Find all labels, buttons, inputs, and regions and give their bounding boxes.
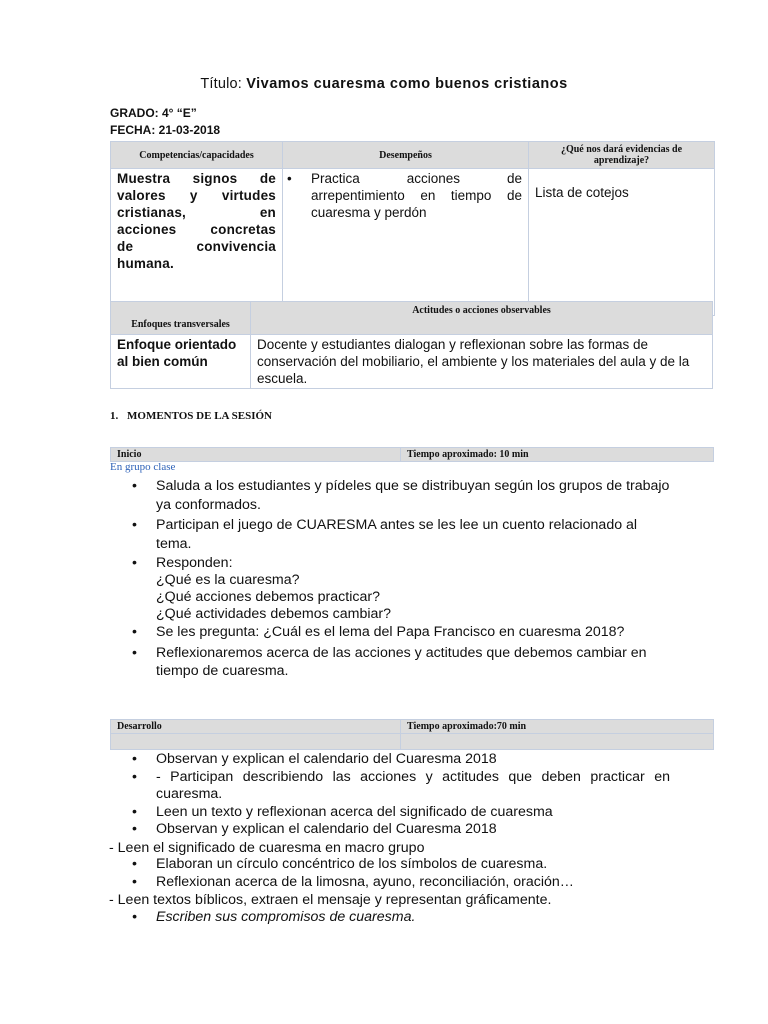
- list-item: • Reflexionaremos acerca de las acciones y actitudes que debemos cambiar en tiempo de cuaresma.: [110, 644, 670, 681]
- enfoques-table: [110, 301, 713, 389]
- grupo-clase-label: En grupo clase: [110, 461, 176, 473]
- desarrollo-list-1: [110, 751, 670, 839]
- list-item: • Reflexionan acerca de la limosna, ayuno, reconciliación, oración…: [110, 874, 670, 892]
- list-item: • Se les pregunta: ¿Cuál es el lema del Papa Francisco en cuaresma 2018?: [110, 623, 670, 642]
- section-title: MOMENTOS DE LA SESIÓN: [127, 410, 272, 422]
- competencias-table: [110, 141, 715, 316]
- desarrollo-list-2: [110, 856, 670, 891]
- competencia-line: de convivencia: [117, 239, 276, 254]
- header-desempenos: Desempeños: [283, 142, 529, 169]
- header-evidencias: ¿Qué nos dará evidencias de aprendizaje?: [529, 142, 715, 169]
- list-item: • Saluda a los estudiantes y pídeles que se distribuyan según los grupos de trabajo ya conformados.: [110, 477, 670, 514]
- empty-cell: [111, 734, 401, 750]
- list-item: • Escriben sus compromisos de cuaresma.: [110, 909, 670, 927]
- empty-cell: [401, 734, 714, 750]
- inicio-label: Inicio: [111, 448, 401, 462]
- competencia-line: acciones concretas: [117, 222, 276, 237]
- inicio-bar: [110, 447, 714, 462]
- list-item: • Elaboran un círculo concéntrico de los símbolos de cuaresma.: [110, 856, 670, 874]
- desempeno-cell: [283, 169, 529, 316]
- section-heading: [110, 410, 272, 422]
- evidencia-cell: Lista de cotejos: [529, 169, 715, 316]
- desempeno-text: Practica acciones de arrepentimiento en tiempo de cuaresma y perdón: [311, 171, 522, 220]
- desarrollo-time: Tiempo aproximado:70 min: [401, 720, 714, 734]
- section-number: 1.: [110, 410, 119, 422]
- desarrollo-list-3: [110, 909, 670, 927]
- question: ¿Qué actividades debemos cambiar?: [156, 606, 392, 622]
- question: ¿Qué es la cuaresma?: [156, 572, 300, 588]
- competencia-line: humana.: [117, 256, 174, 271]
- header-competencias: Competencias/capacidades: [111, 142, 283, 169]
- enfoque-cell: Enfoque orientado al bien común: [111, 335, 251, 389]
- header-enfoques: Enfoques transversales: [111, 302, 251, 335]
- grado-label: GRADO: 4° “E”: [110, 106, 197, 120]
- competencia-line: Muestra signos de: [117, 171, 276, 186]
- bullet-icon: •: [287, 171, 292, 186]
- list-item: • Observan y explican el calendario del Cuaresma 2018: [110, 821, 670, 839]
- desarrollo-bar: [110, 719, 714, 750]
- competencia-line: cristianas, en: [117, 205, 276, 220]
- inicio-list: [110, 477, 670, 681]
- header-actitudes: Actitudes o acciones observables: [251, 302, 713, 335]
- inicio-time: Tiempo aproximado: 10 min: [401, 448, 714, 462]
- competencia-cell: [111, 169, 283, 316]
- title-prefix: Título:: [200, 76, 247, 92]
- list-item: • Leen un texto y reflexionan acerca del significado de cuaresma: [110, 804, 670, 822]
- list-item: • Responden: ¿Qué es la cuaresma? ¿Qué acciones debemos practicar? ¿Qué actividades debemos cambiar?: [110, 555, 670, 623]
- document-title: [0, 76, 768, 92]
- macro-grupo-line: - Leen el significado de cuaresma en macro grupo: [109, 840, 425, 856]
- list-item: • Observan y explican el calendario del Cuaresma 2018: [110, 751, 670, 769]
- desarrollo-label: Desarrollo: [111, 720, 401, 734]
- list-item: • Participan el juego de CUARESMA antes se les lee un cuento relacionado al tema.: [110, 516, 670, 553]
- list-item: • - Participan describiendo las acciones y actitudes que deben practicar en cuaresma.: [110, 769, 670, 804]
- fecha-label: FECHA: 21-03-2018: [110, 123, 221, 137]
- competencia-line: valores y virtudes: [117, 188, 276, 203]
- actitudes-cell: Docente y estudiantes dialogan y reflexionan sobre las formas de conservación del mobiliario, el ambiente y los materiales del aula y de la escuela.: [251, 335, 713, 389]
- question: ¿Qué acciones debemos practicar?: [156, 589, 380, 605]
- textos-biblicos-line: - Leen textos bíblicos, extraen el mensaje y representan gráficamente.: [109, 892, 552, 908]
- title-main: Vivamos cuaresma como buenos cristianos: [246, 76, 568, 92]
